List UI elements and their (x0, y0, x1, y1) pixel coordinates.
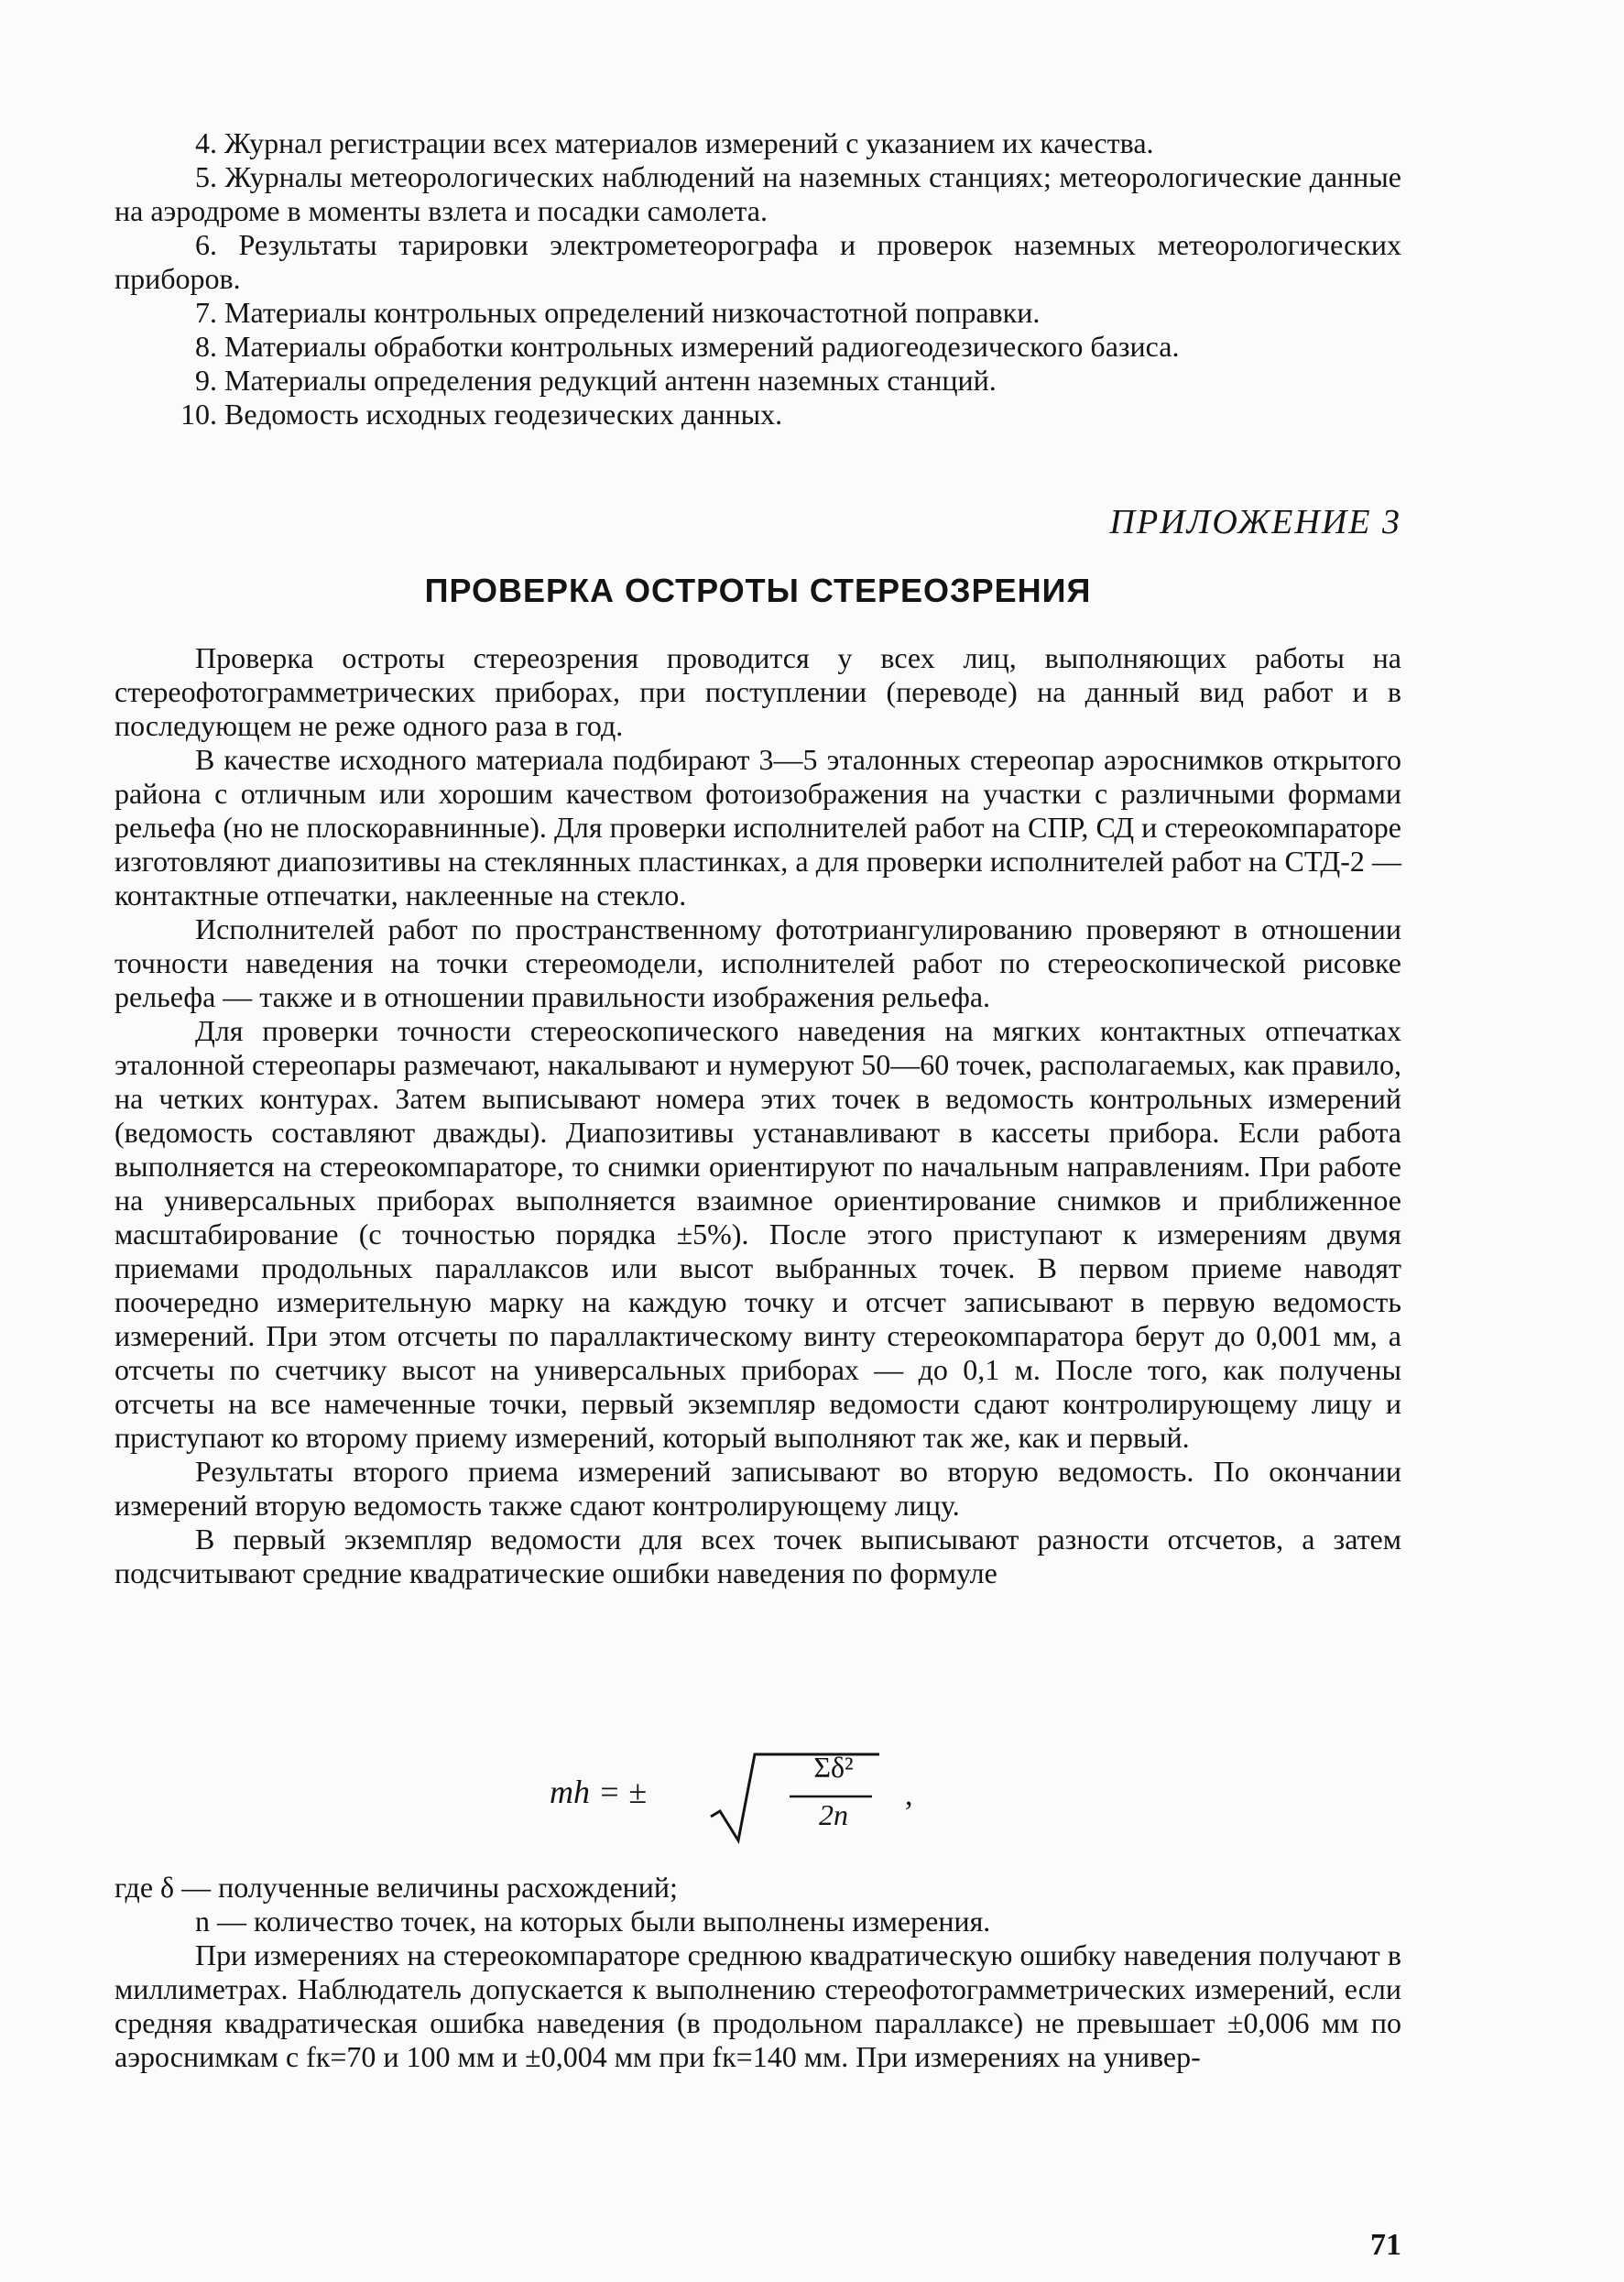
formula (550, 1745, 1063, 1846)
definition-n: n — количество точек, на которых были выполнены измерения. (195, 1905, 991, 1938)
formula-numerator: Σδ² (813, 1751, 854, 1784)
materials-list (114, 126, 1401, 431)
formula-denominator: 2n (819, 1798, 848, 1831)
paragraph: В качестве исходного материала подбирают 3—5 эталонных стереопар аэроснимков открытого района с отличным или хорошим качеством фотоизображения на участки с различными формами рельефа (но не плоскоравнинные). Для проверки исполнителей работ на СПР, СД и стереокомпараторе изготовляют диапозитивы на стеклянных пластинках, а для проверки исполнителей работ на СТД-2 — контактные отпечатки, наклеенные на стекло. (114, 743, 1401, 912)
formula-comma: , (905, 1778, 913, 1812)
list-item: 10. Ведомость исходных геодезических данных. (180, 398, 783, 431)
appendix-label: ПРИЛОЖЕНИЕ 3 (1109, 503, 1401, 541)
paragraph: Результаты второго приема измерений записывают во вторую ведомость. По окончании измерений вторую ведомость также сдают контролирующему лицу. (114, 1455, 1401, 1522)
list-item: 8. Материалы обработки контрольных измерений радиогеодезического базиса. (195, 330, 1180, 363)
list-item: 6. Результаты тарировки электрометеорографа и проверок наземных метеорологических приборов. (114, 228, 1401, 295)
section-title: ПРОВЕРКА ОСТРОТЫ СТЕРЕОЗРЕНИЯ (424, 572, 1092, 609)
paragraph: Для проверки точности стереоскопического наведения на мягких контактных отпечатках эталонной стереопары размечают, накалывают и нумеруют 50—60 точек, располагаемых, как правило, на четких контурах. Затем выписывают номера этих точек в ведомость контрольных измерений (ведомость составляют дважды). Диапозитивы устанавливают в кассеты прибора. Если работа выполняется на стереокомпараторе, то снимки ориентируют по начальным направлениям. При работе на универсальных приборах выполняется взаимное ориентирование снимков и приближенное масштабирование (с точностью порядка ±5%). После этого приступают к измерениям двумя приемами продольных параллаксов или высот выбранных точек. В первом приеме наводят поочередно измерительную марку на каждую точку и отсчет записывают в первую ведомость измерений. При этом отсчеты по параллактическому винту стереокомпаратора берут до 0,001 мм, а отсчеты по счетчику высот на универсальных приборах — до 0,1 м. После того, как получены отсчеты на все намеченные точки, первый экземпляр ведомости сдают контролирующему лицу и приступают ко второму приему измерений, который выполняют так же, как и первый. (114, 1014, 1401, 1454)
formula-lhs: mh = ± (550, 1774, 648, 1810)
paragraph: Исполнителей работ по пространственному фототриангулированию проверяют в отношении точности наведения на точки стереомодели, исполнителей работ по стереоскопической рисовке рельефа — также и в отношении правильности изображения рельефа. (114, 912, 1401, 1013)
paragraph: Проверка остроты стереозрения проводится у всех лиц, выполняющих работы на стереофотограмметрических приборах, при поступлении (переводе) на данный вид работ и в последующем не реже одного раза в год. (114, 641, 1401, 742)
definitions (114, 1871, 1401, 2074)
list-item: 7. Материалы контрольных определений низкочастотной поправки. (195, 296, 1041, 329)
list-item: 9. Материалы определения редукций антенн наземных станций. (195, 364, 997, 397)
paragraph: В первый экземпляр ведомости для всех точек выписывают разности отсчетов, а затем подсчитывают средние квадратические ошибки наведения по формуле (114, 1523, 1401, 1589)
paragraph: При измерениях на стереокомпараторе среднюю квадратическую ошибку наведения получают в миллиметрах. Наблюдатель допускается к выполнению стереофотограмметрических измерений, если средняя квадратическая ошибка наведения (в продольном параллаксе) не превышает ±0,006 мм по аэроснимкам с fк=70 и 100 мм и ±0,004 мм при fк=140 мм. При измерениях на универ- (114, 1938, 1401, 2073)
body-text (114, 641, 1401, 1590)
definition-delta: где δ — полученные величины расхождений; (114, 1871, 678, 1904)
page-number: 71 (1370, 2228, 1401, 2262)
list-item: 4. Журнал регистрации всех материалов измерений с указанием их качества. (195, 126, 1154, 159)
list-item: 5. Журналы метеорологических наблюдений на наземных станциях; метеорологические данные на аэродроме в моменты взлета и посадки самолета. (114, 160, 1401, 227)
